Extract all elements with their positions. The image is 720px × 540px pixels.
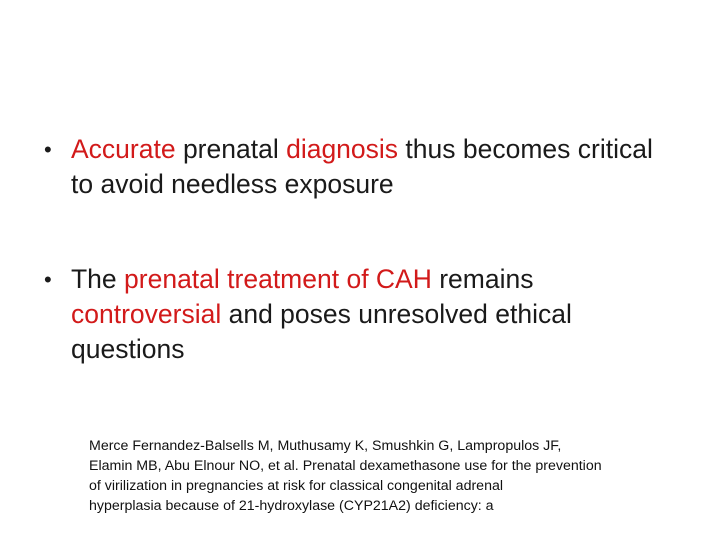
bullet-dot-icon: •	[44, 137, 52, 162]
text-segment: The	[71, 264, 125, 294]
highlight-controversial: controversial	[71, 299, 222, 329]
text-segment: thus becomes critical to avoid needless exposure	[71, 134, 653, 199]
reference-citation	[89, 436, 699, 516]
reference-line: hyperplasia because of 21-hydroxylase (CYP21A2) deficiency: a	[89, 498, 494, 514]
reference-line: of virilization in pregnancies at risk for classical congenital adrenal	[89, 478, 504, 494]
bullet-item-treatment	[44, 262, 664, 367]
reference-line: Merce Fernandez-Balsells M, Muthusamy K, Smushkin G, Lampropulos JF,	[89, 438, 562, 454]
text-segment: remains	[431, 264, 534, 294]
reference-line: Elamin MB, Abu Elnour NO, et al. Prenatal dexamethasone use for the prevention	[89, 458, 602, 474]
highlight-accurate: Accurate	[71, 134, 176, 164]
bullet-text	[71, 262, 664, 367]
text-segment: prenatal	[175, 134, 287, 164]
highlight-diagnosis: diagnosis	[286, 134, 399, 164]
text-segment: and poses unresolved ethical questions	[71, 299, 572, 364]
bullet-dot-icon: •	[44, 267, 52, 292]
bullet-item-diagnosis	[44, 132, 664, 202]
highlight-prenatal-treatment: prenatal treatment of CAH	[124, 264, 432, 294]
bullet-text	[71, 132, 664, 202]
